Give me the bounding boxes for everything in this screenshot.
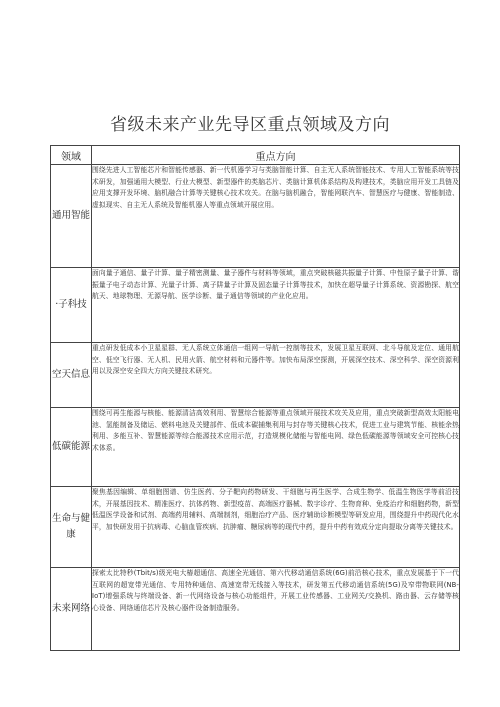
table-header-row [51, 146, 460, 165]
area-cell: 生命与健康 [51, 487, 92, 568]
direction-cell: 重点研发低成本小卫星星群、无人系统立体通信一组网一导航一控制等技术，发展卫星互联网、北斗导航及定位、通用航空、低空飞行器、无人机、民用火箭、航空材料和元器件等。加快布局深空探测，开展深空技术、深空科学、深空资源利用以及深空安全四大方向关键技术研究。 [92, 343, 460, 408]
table-row [51, 568, 460, 651]
area-cell: 低碳能源 [51, 408, 92, 487]
page-title: 省级未来产业先导区重点领域及方向 [110, 115, 390, 135]
direction-cell: 围绕可再生能源与核能、能源清洁高效利用、智慧综合能源等重点领域开展技术攻关及应用，重点突破新型高效太阳能电池、氢能制备及储运、燃料电池及关键部件、低成本碳捕集利用与封存等关键核心技术，促进工业与建筑节能、核能余热利用、多能互补、智慧能源等综合能源技术应用示范，打造规模化储能与智能电网、绿色低碳能源等领域安全可控核心技术体系。 [92, 408, 460, 487]
direction-cell: 面向量子通信、量子计算、量子精密测量、量子器件与材料等领域，重点突破核磁共振量子计算、中性原子量子计算、谐振量子电子动态计算、光量子计算、离子阱量子计算及固态量子计算等技术，加快在超导量子计算系统、资源勘探、航空航天、地球物理、无源导航、医学诊断、量子通信等领域的产业化应用。 [92, 268, 460, 343]
area-cell: 通用智能 [51, 165, 92, 268]
table-row [51, 343, 460, 408]
column-header-direction: 重点方向 [92, 146, 460, 165]
area-cell: 未来网络 [51, 568, 92, 651]
area-cell: 空天信息 [51, 343, 92, 408]
area-cell: ·子科技 [51, 268, 92, 343]
direction-cell: 聚焦基因编辑、单细胞图谱、仿生医药、分子靶向药物研发、干细胞与再生医学、合成生物学、低温生物医学等前沿技术，开展基因技术、精准医疗、抗体药物、新型疫苗、高端医疗器械、数字诊疗、生物育种、免疫治疗和细胞药物，新型低温医学设备和试剂、高端药用辅料、高端制剂，细胞治疗产品、医疗辅助诊断模型等研发应用，围绕提升中药现代化水平，加快研发用于抗病毒、心脑血管疾病、抗肿瘤、糖尿病等的现代中药，提升中药有效成分定向提取分离等关键技术。 [92, 487, 460, 568]
table-row [51, 408, 460, 487]
direction-cell: 围绕先进人工智能芯片和智能传感器、新一代机器学习与类脑智能计算、自主无人系统智能技术、专用人工智能系统等技术研发，加强通用大模型、行业大模型、新型器件的类脑芯片、类脑计算机体系结构及构建技术，类脑应用开发工具链及应用支撑开发环境、脑机融合计算等关键核心技术攻关。在脑与脑机融合，智能网联汽车、智慧医疗与健康、智能制造、虚拟现实、自主无人系统及智能机器人等重点领域开展应用。 [92, 165, 460, 268]
focus-areas-table [50, 145, 460, 651]
column-header-area: 领域 [51, 146, 92, 165]
table-row [51, 487, 460, 568]
table-row [51, 165, 460, 268]
direction-cell: 探索太比特秒(Tbit/s)级光电大椿超通信、高速全光通信、第六代移动通信系统(6G)前沿核心技术，重点发展基于下一代互联网的超宽带光通信、专用特种通信、高速宽带无线接入等技术，研发第五代移动通信系统(5G)及窄带物联网(NB-IoT)增强系统与终端设备、新一代网络设备与核心功能组件，开展工业传感器、工业网关/交换机、路由器、云存储等核心设备、网络通信芯片及核心器件设备制造服务。 [92, 568, 460, 651]
table-row [51, 268, 460, 343]
